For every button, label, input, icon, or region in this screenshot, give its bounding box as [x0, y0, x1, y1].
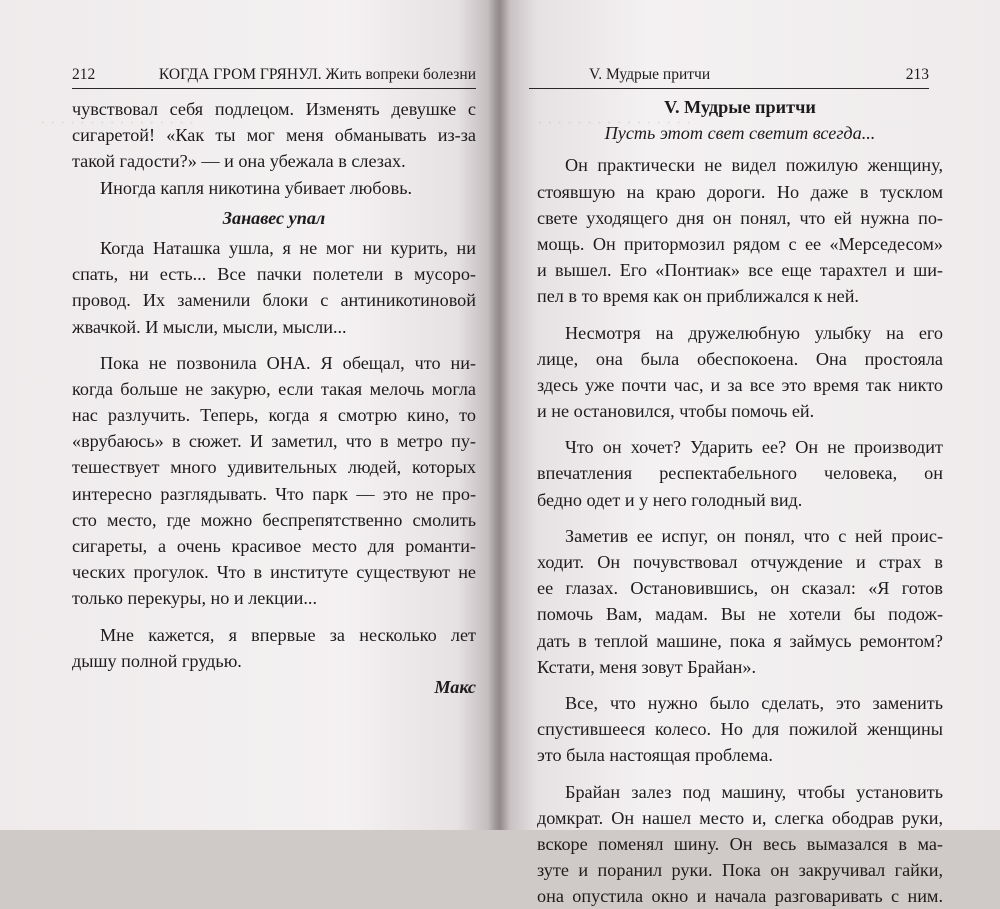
- text-line: Все, что нужно было сделать, это заменить: [565, 692, 943, 713]
- left-header-rule: [72, 88, 476, 89]
- right-running-head: V. Мудрые притчи: [589, 66, 711, 83]
- text-line: дать в теплой машине, пока я займусь ремонтом?: [537, 630, 943, 651]
- text-line: спустившееся колесо. Но для пожилой женщины: [537, 719, 943, 740]
- story-title: Пусть этот свет светит всегда...: [604, 123, 876, 144]
- text-line: стоявшую на краю дороги. Но даже в тусклом: [537, 181, 943, 202]
- text-line: она опустила окно и начала разговаривать с ним.: [537, 886, 943, 907]
- text-line: Несмотря на дружелюбную улыбку на его: [565, 322, 943, 343]
- text-line: Когда Наташка ушла, я не мог ни курить, ни: [100, 237, 476, 258]
- text-line: впечатления респектабельного человека, он: [537, 463, 943, 484]
- text-line: Заметив ее испуг, он понял, что с ней проис-: [565, 525, 943, 546]
- text-line: Он практически не видел пожилую женщину,: [565, 155, 943, 176]
- text-line: Брайан залез под машину, чтобы установить: [565, 781, 943, 802]
- text-line: чувствовал себя подлецом. Изменять девушке с: [72, 99, 476, 119]
- text-line: спать, ни есть... Все пачки полетели в мусоро-: [72, 264, 476, 285]
- text-line: это была настоящая проблема.: [537, 745, 773, 766]
- right-page-number: 213: [905, 66, 929, 83]
- text-line: только перекуры, но и лекции...: [72, 588, 318, 609]
- text-line: провод. Их заменили блоки с антиникотиновой: [72, 290, 476, 311]
- text-line: помочь Вам, мадам. Вы не хотели бы подож-: [537, 604, 943, 625]
- text-line: тешествует много удивительных людей, которых: [72, 457, 476, 478]
- bleed-through-text: · · · · · · · · · · · · · · · ·: [40, 113, 195, 132]
- text-line: Кстати, меня зовут Брайан».: [537, 656, 757, 677]
- text-line: такой гадости?» — и она убежала в слезах.: [72, 151, 406, 172]
- chapter-title: V. Мудрые притчи: [664, 97, 816, 117]
- author-signature: Макс: [434, 676, 476, 697]
- left-page: [0, 0, 497, 830]
- text-line: лице, она была обеспокоена. Она простояла: [537, 348, 943, 369]
- text-line: сигареты, а очень красивое место для романти-: [72, 536, 476, 556]
- text-line: ее глазах. Остановившись, он сказал: «Я готов: [537, 578, 943, 599]
- text-line: Пока не позвонила ОНА. Я обещал, что ни-: [100, 352, 476, 373]
- text-line: бедно одет и у него голодный вид.: [537, 489, 803, 510]
- text-line: «врубаюсь» в сюжет. И заметил, что в метро пу-: [72, 431, 476, 452]
- right-page: [497, 0, 1000, 907]
- text-line: и вышел. Его «Понтиак» все еще тарахтел и ши-: [537, 260, 943, 281]
- text-line: вскоре поменял шину. Он весь вымазался в ма-: [537, 833, 943, 854]
- text-line: сигаретой! «Как ты мог меня обманывать из-за: [72, 125, 476, 146]
- right-page-body: [537, 94, 943, 909]
- text-line: здесь уже почти час, и за все это время так никто: [537, 374, 943, 395]
- text-line: нас разлучить. Теперь, когда я смотрю кино, то: [72, 405, 476, 426]
- bleed-through-text: · · · · · · · · · · · · · · · ·: [537, 113, 692, 132]
- text-line: Мне кажется, я впервые за несколько лет: [100, 624, 476, 645]
- left-page-body: [72, 96, 476, 700]
- text-line: зуте и поранил руки. Пока он закручивал гайки,: [537, 860, 943, 881]
- text-line: свете уходящего дня он понял, что ей нужна по-: [537, 207, 943, 228]
- text-line: интересно разглядывать. Что парк — это не про-: [72, 483, 476, 504]
- book-gutter-shadow: [488, 0, 510, 830]
- text-line: мощь. Он притормозил рядом с ее «Мерседесом»: [537, 233, 943, 254]
- text-line: Что он хочет? Ударить ее? Он не производит: [565, 437, 943, 458]
- text-line: когда больше не закурю, если такая мелочь могла: [72, 378, 476, 399]
- text-line: пел в то время как он приближался к ней.: [537, 286, 859, 307]
- left-running-head: КОГДА ГРОМ ГРЯНУЛ. Жить вопреки болезни: [158, 66, 476, 83]
- text-line: ходит. Он почувствовал отчуждение и страх в: [537, 552, 943, 572]
- text-line: сто место, где можно беспрепятственно смолить: [72, 509, 476, 530]
- right-header-rule: [529, 88, 929, 89]
- text-line: и не остановился, чтобы помочь ей.: [537, 401, 815, 422]
- text-line: домкрат. Он нашел место и, слегка ободрав руки,: [537, 807, 943, 828]
- text-line: ческих прогулок. Что в институте существуют не: [72, 562, 476, 583]
- section-heading: Занавес упал: [222, 207, 326, 228]
- text-line: жвачкой. И мысли, мысли, мысли...: [72, 316, 347, 337]
- text-line: дышу полной грудью.: [72, 650, 242, 671]
- text-line: Иногда капля никотина убивает любовь.: [100, 177, 413, 198]
- left-page-number: 212: [72, 66, 96, 83]
